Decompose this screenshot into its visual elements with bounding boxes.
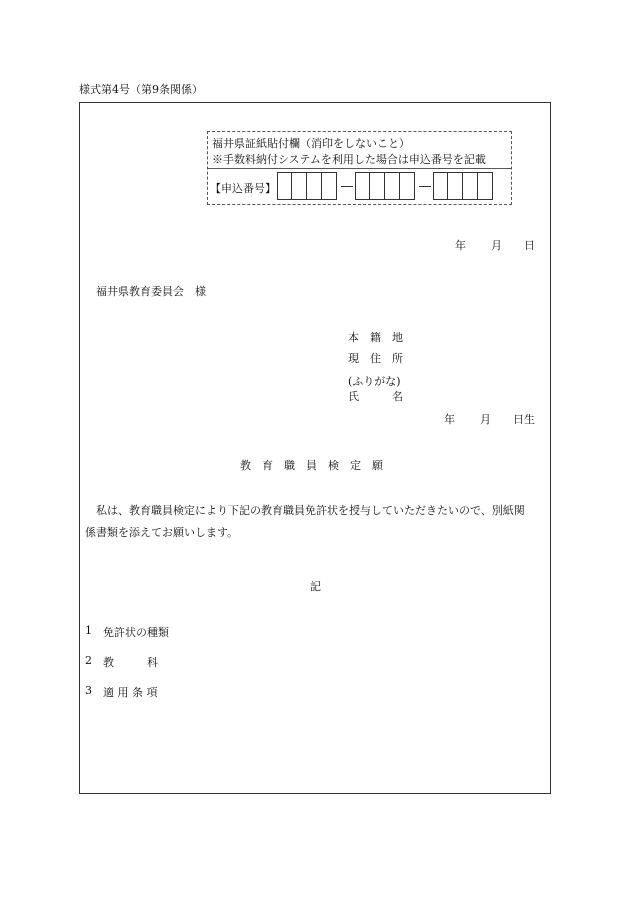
item-1-label: 免許状の種類 [103,626,169,639]
stamp-instruction-2: ※手数料納付システムを利用した場合は申込番号を記載 [212,153,486,166]
form-number-label: 様式第4号（第9条関係） [79,83,203,96]
furigana-label: (ふりがな) [348,375,401,388]
stamp-instruction-1: 福井県証紙貼付欄（消印をしないこと） [212,137,410,150]
document-title: 教 育 職 員 検 定 願 [240,459,383,472]
ki-heading: 記 [310,580,321,593]
digit-cell[interactable] [355,172,370,200]
application-number-group-2[interactable] [355,172,415,200]
application-number-group-1[interactable] [277,172,337,200]
date-year: 年 [455,239,466,252]
digit-cell[interactable] [400,172,415,200]
birth-day: 日生 [513,413,535,426]
birth-month: 月 [480,413,491,426]
digit-cell[interactable] [307,172,322,200]
digit-cell[interactable] [370,172,385,200]
digit-cell[interactable] [448,172,463,200]
body-text-line-1: 私は、教育職員検定により下記の教育職員免許状を授与していただきたいので、別紙関 [96,504,525,517]
name-label: 氏 名 [348,390,403,403]
digit-cell[interactable] [433,172,448,200]
item-1-number: 1 [85,624,92,637]
domicile-label: 本 籍 地 [348,331,403,344]
digit-cell[interactable] [292,172,307,200]
date-day: 日 [524,239,535,252]
birth-year: 年 [444,413,455,426]
digit-cell[interactable] [277,172,292,200]
date-month: 月 [491,239,502,252]
item-3-label: 適 用 条 項 [103,686,158,699]
digit-cell[interactable] [463,172,478,200]
digit-cell[interactable] [385,172,400,200]
item-2-label: 教 科 [103,656,158,669]
item-2-number: 2 [85,654,92,667]
address-label: 現 住 所 [348,352,403,365]
addressee: 福井県教育委員会 様 [96,285,206,298]
number-separator-2 [419,186,431,187]
application-number-group-3[interactable] [433,172,493,200]
item-3-number: 3 [85,684,92,697]
digit-cell[interactable] [478,172,493,200]
stamp-divider [208,168,511,169]
body-text-line-2: 係書類を添えてお願いします。 [85,526,239,539]
digit-cell[interactable] [322,172,337,200]
application-number-label: 【申込番号】 [210,182,276,195]
number-separator-1 [341,186,353,187]
